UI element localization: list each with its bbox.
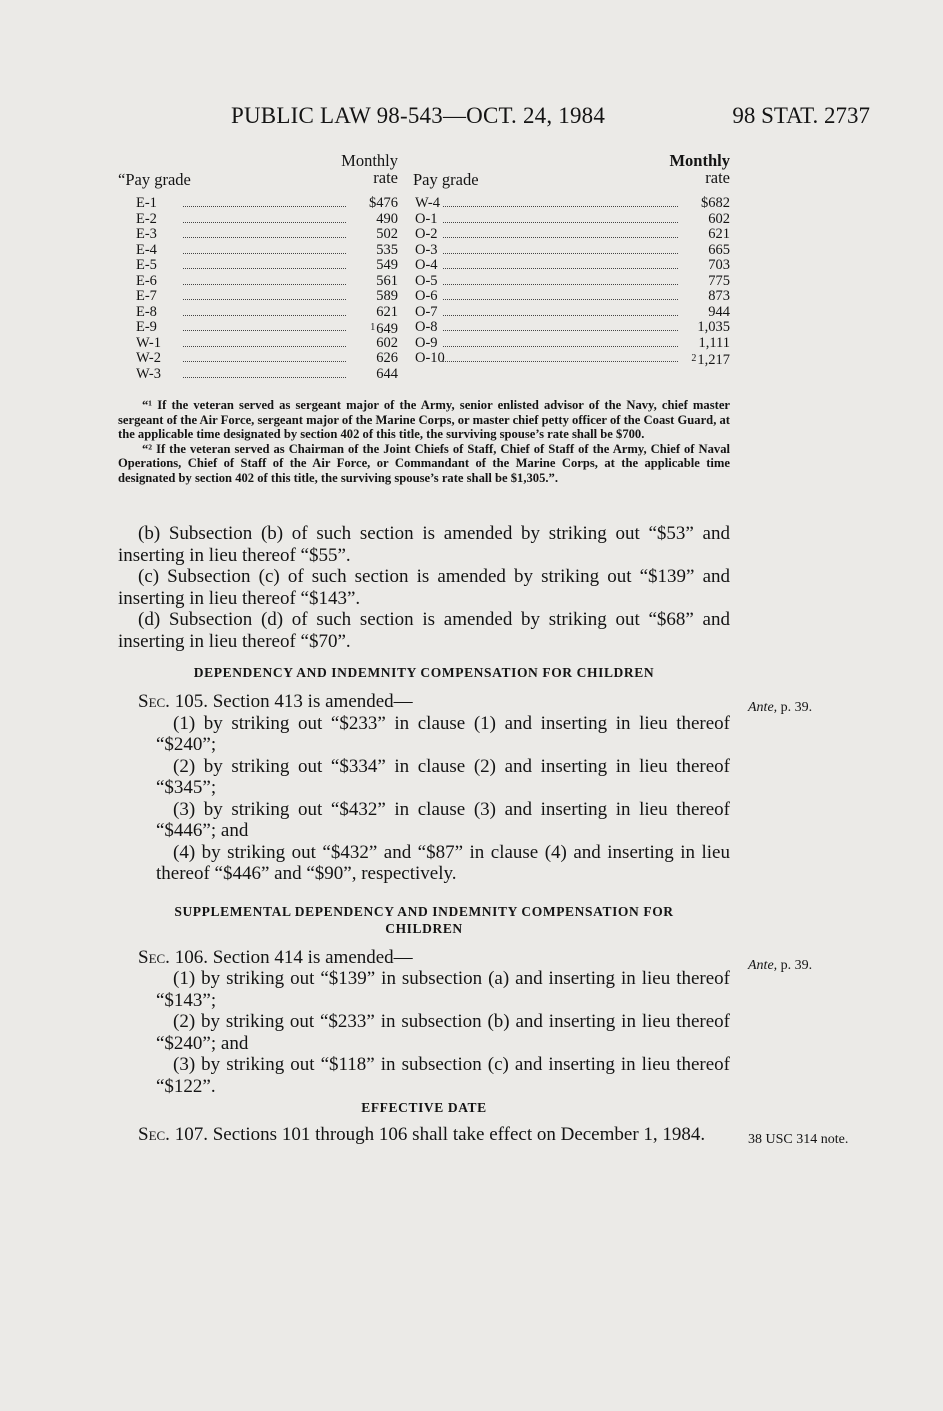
leader-dots <box>443 221 678 223</box>
pay-grade-left-cell <box>136 227 398 243</box>
grade-label: E-4 <box>136 241 157 258</box>
section-heading-children: DEPENDENCY AND INDEMNITY COMPENSATION FOR CHILDREN <box>193 665 655 680</box>
rate-amount: 649 <box>376 321 398 337</box>
leader-dots <box>183 329 346 331</box>
leader-dots <box>183 205 346 207</box>
rate-amount: $682 <box>701 195 730 211</box>
ante-page: p. 39. <box>777 958 813 973</box>
grade-label: O-10 <box>415 350 445 366</box>
table-footnotes <box>118 398 730 485</box>
rate-value <box>376 351 398 367</box>
grade-label: O-2 <box>415 226 438 242</box>
rate-value <box>708 243 730 259</box>
col-pay-grade-left: “Pay grade <box>118 170 191 189</box>
pay-grade-left-cell <box>136 320 398 336</box>
paragraph-d: (d) Subsection (d) of such section is amended by striking out “$68” and inserting in lieu thereof “$70”. <box>118 609 730 652</box>
section-105-intro <box>118 691 730 713</box>
table-row <box>118 258 730 274</box>
footnote-2: “² If the veteran served as Chairman of the Joint Chiefs of Staff, Chief of Staff of the Army, Chief of Naval Operations, Chief of Staff of the Air Force, or Commandant of the Marine Corps, at the applicable time designated by section 402 of this title, the surviving spouse’s rate shall be $1,305.”. <box>118 441 730 485</box>
rate-amount: 490 <box>376 210 398 227</box>
ante-page: p. 39. <box>777 700 813 715</box>
section-105-item-4: (4) by striking out “$432” and “$87” in clause (4) and inserting in lieu thereof “$446” and “$90”, respectively. <box>156 841 730 884</box>
grade-label: O-8 <box>415 319 438 335</box>
col-rate-label: rate <box>373 168 398 187</box>
rate-value <box>698 336 730 352</box>
rate-amount: 1,217 <box>697 352 730 368</box>
pay-grade-right-cell <box>415 289 730 305</box>
rate-value <box>369 196 398 212</box>
leader-dots <box>443 314 678 316</box>
pay-grade-left-cell <box>136 258 398 274</box>
ante-italic: Ante, <box>748 700 778 715</box>
table-row <box>118 274 730 290</box>
section-heading-effective-date: EFFECTIVE DATE <box>361 1100 487 1115</box>
rate-value <box>708 274 730 290</box>
sec-105-text: 105. Section 413 is amended— <box>169 691 413 712</box>
pay-grade-left-cell <box>136 336 398 352</box>
col-monthly-rate-left <box>278 152 398 186</box>
rate-value <box>376 305 398 321</box>
rate-amount: 549 <box>376 257 398 273</box>
grade-label: E-2 <box>136 210 157 227</box>
grade-label: W-1 <box>136 334 161 351</box>
table-row <box>118 336 730 352</box>
pay-grade-left-cell <box>136 289 398 305</box>
pay-grade-right-cell <box>415 258 730 274</box>
margin-note-ante-2 <box>748 958 812 974</box>
grade-label: O-6 <box>415 288 438 304</box>
leader-dots <box>183 236 346 238</box>
leader-dots <box>443 252 678 254</box>
table-row <box>118 320 730 336</box>
grade-label: O-4 <box>415 257 438 273</box>
grade-label: W-2 <box>136 350 161 366</box>
table-row <box>118 243 730 259</box>
pay-grade-right-cell <box>415 196 730 212</box>
leader-dots <box>183 267 346 269</box>
leader-dots <box>443 298 678 300</box>
leader-dots <box>443 329 678 331</box>
paragraph-b: (b) Subsection (b) of such section is amended by striking out “$53” and inserting in lieu thereof “$55”. <box>118 523 730 566</box>
pay-grade-left-cell <box>136 367 398 383</box>
ante-italic: Ante, <box>748 958 778 973</box>
rate-value <box>376 367 398 383</box>
section-106-intro <box>118 947 730 969</box>
statute-page-number: 98 STAT. 2737 <box>732 103 870 128</box>
pay-grade-left-cell <box>136 196 398 212</box>
rate-amount: 602 <box>376 334 398 351</box>
pay-grade-right-cell <box>415 243 730 259</box>
leader-dots <box>183 360 346 362</box>
rate-value <box>701 196 730 212</box>
table-header <box>118 150 730 196</box>
rate-amount: 535 <box>376 241 398 258</box>
rate-value <box>376 227 398 243</box>
section-heading-supplemental: SUPPLEMENTAL DEPENDENCY AND INDEMNITY COMPENSATION FOR CHILDREN <box>174 903 674 936</box>
rate-amount: 1,111 <box>698 334 730 351</box>
pay-grade-table <box>118 150 730 382</box>
pay-grade-right-cell <box>415 351 730 367</box>
paragraph-c: (c) Subsection (c) of such section is amended by striking out “$139” and inserting in lieu thereof “$143”. <box>118 566 730 609</box>
leader-dots <box>443 345 678 347</box>
page-header <box>118 103 870 133</box>
pay-grade-left-cell <box>136 212 398 228</box>
col-monthly-rate-right <box>608 152 730 186</box>
footnote-1: “¹ If the veteran served as sergeant major of the Army, senior enlisted advisor of the Navy, chief master sergeant of the Air Force, sergeant major of the Marine Corps, or master chief petty officer of the Coast Guard, at the applicable time designated by section 402 of this title, the surviving spouse’s rate shall be $700. <box>118 398 730 441</box>
sec-label: Sec. <box>138 946 170 968</box>
grade-label: O-7 <box>415 303 438 320</box>
pay-grade-left-cell <box>136 274 398 290</box>
rate-amount: 644 <box>376 365 398 382</box>
leader-dots <box>183 345 346 347</box>
sec-label: Sec. <box>138 691 170 712</box>
grade-label: W-3 <box>136 365 161 382</box>
grade-label: E-5 <box>136 257 157 273</box>
pay-grade-right-cell <box>415 305 730 321</box>
rate-value <box>376 212 398 228</box>
leader-dots <box>183 283 346 285</box>
table-body <box>118 196 730 382</box>
leader-dots <box>183 298 346 300</box>
table-row <box>118 351 730 367</box>
rate-amount: 626 <box>376 350 398 366</box>
margin-note-usc: 38 USC 314 note. <box>748 1132 849 1147</box>
section-105-item-3: (3) by striking out “$432” in clause (3) and inserting in lieu thereof “$446”; and <box>156 798 730 841</box>
section-107 <box>118 1124 730 1146</box>
margin-note-ante-1 <box>748 700 812 716</box>
pay-grade-left-cell <box>136 351 398 367</box>
section-106-item-1: (1) by striking out “$139” in subsection (a) and inserting in lieu thereof “$143”; <box>156 968 730 1011</box>
rate-amount: 589 <box>376 288 398 304</box>
pay-grade-right-cell <box>415 212 730 228</box>
rate-amount: 1,035 <box>697 319 730 335</box>
leader-dots <box>443 283 678 285</box>
table-row <box>118 196 730 212</box>
sec-106-text: 106. Section 414 is amended— <box>169 946 413 968</box>
sec-107-text: 107. Sections 101 through 106 shall take effect on December 1, 1984. <box>169 1124 706 1145</box>
rate-value <box>376 274 398 290</box>
pay-grade-right-cell <box>415 336 730 352</box>
rate-amount: 621 <box>376 303 398 320</box>
section-105-item-2: (2) by striking out “$334” in clause (2) and inserting in lieu thereof “$345”; <box>156 755 730 798</box>
table-row <box>118 289 730 305</box>
grade-label: E-3 <box>136 226 157 242</box>
rate-value <box>708 258 730 274</box>
grade-label: E-9 <box>136 319 157 335</box>
grade-label: E-8 <box>136 303 157 320</box>
rate-amount: 621 <box>708 226 730 242</box>
grade-label: O-1 <box>415 210 438 227</box>
pay-grade-right-cell <box>415 274 730 290</box>
grade-label: O-5 <box>415 272 438 289</box>
rate-amount: 561 <box>376 272 398 289</box>
section-105-item-1: (1) by striking out “$233” in clause (1) and inserting in lieu thereof “$240”; <box>156 712 730 755</box>
leader-dots <box>443 236 678 238</box>
leader-dots <box>183 314 346 316</box>
section-106-item-3: (3) by striking out “$118” in subsection (c) and inserting in lieu thereof “$122”. <box>156 1054 730 1097</box>
col-monthly-label: Monthly <box>341 151 398 170</box>
rate-value <box>708 212 730 228</box>
pay-grade-right-cell <box>415 227 730 243</box>
grade-label: E-1 <box>136 195 157 211</box>
rate-value <box>376 258 398 274</box>
footnote-marker: 1 <box>370 322 376 333</box>
table-row <box>118 227 730 243</box>
grade-label: O-9 <box>415 334 438 351</box>
rate-amount: 502 <box>376 226 398 242</box>
rate-amount: 873 <box>708 288 730 304</box>
rate-value <box>708 227 730 243</box>
rate-value <box>708 305 730 321</box>
pay-grade-left-cell <box>136 243 398 259</box>
pay-grade-right-cell <box>415 320 730 336</box>
rate-value <box>376 289 398 305</box>
col-monthly-label: Monthly <box>669 151 730 170</box>
rate-value <box>376 243 398 259</box>
rate-value <box>708 289 730 305</box>
table-row <box>118 305 730 321</box>
grade-label: O-3 <box>415 241 438 258</box>
grade-label: E-7 <box>136 288 157 304</box>
rate-amount: 665 <box>708 241 730 258</box>
rate-value <box>376 336 398 352</box>
footnote-marker: 2 <box>691 353 697 364</box>
document-body <box>118 523 730 1146</box>
leader-dots <box>443 360 678 362</box>
leader-dots <box>183 221 346 223</box>
rate-amount: 602 <box>708 210 730 227</box>
leader-dots <box>443 205 678 207</box>
section-106-item-2: (2) by striking out “$233” in subsection (b) and inserting in lieu thereof “$240”; and <box>156 1011 730 1054</box>
rate-amount: 703 <box>708 257 730 273</box>
sec-label: Sec. <box>138 1124 170 1145</box>
pay-grade-left-cell <box>136 305 398 321</box>
col-rate-label: rate <box>705 168 730 187</box>
grade-label: E-6 <box>136 272 157 289</box>
grade-label: W-4 <box>415 195 440 211</box>
rate-amount: 775 <box>708 272 730 289</box>
leader-dots <box>183 376 346 378</box>
table-row <box>118 367 730 383</box>
leader-dots <box>183 252 346 254</box>
col-pay-grade-right: Pay grade <box>413 170 479 189</box>
leader-dots <box>443 267 678 269</box>
rate-amount: 944 <box>708 303 730 320</box>
table-row <box>118 212 730 228</box>
rate-amount: $476 <box>369 195 398 211</box>
law-title: PUBLIC LAW 98-543—OCT. 24, 1984 <box>231 103 606 128</box>
rate-value <box>697 320 730 336</box>
